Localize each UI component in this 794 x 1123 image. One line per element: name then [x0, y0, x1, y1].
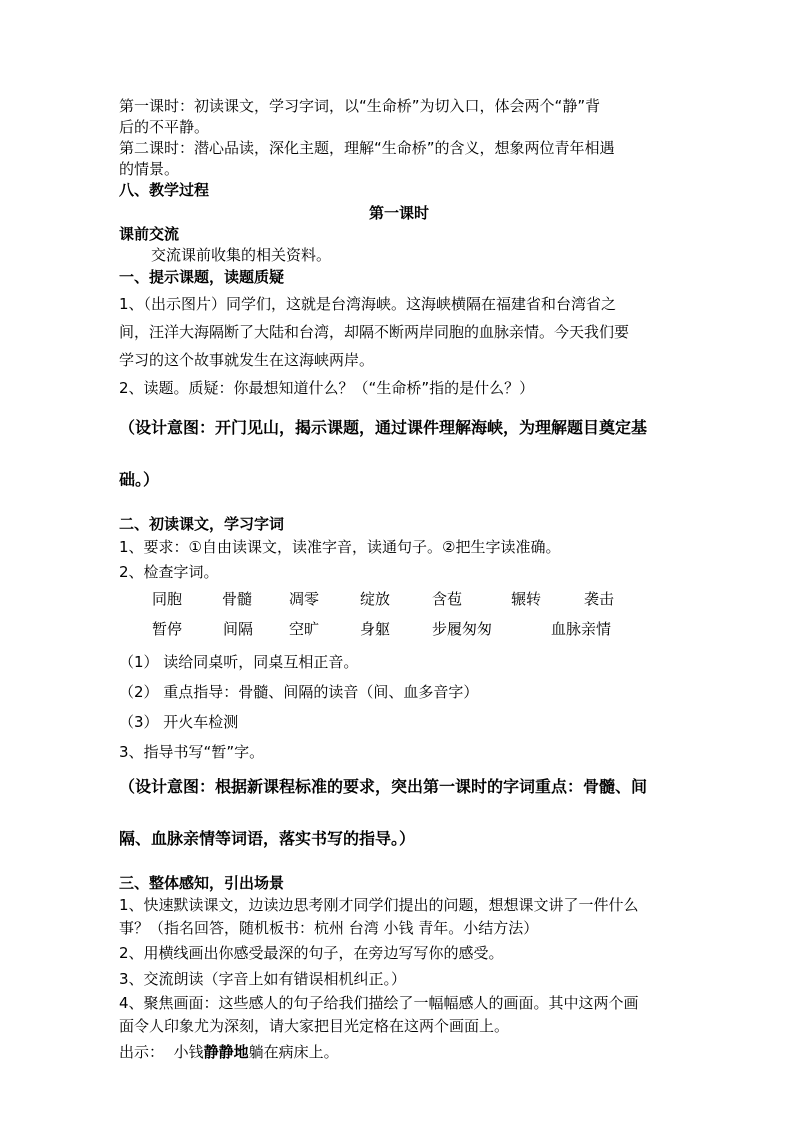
word: 辗转 [511, 590, 542, 608]
word: 凋零 [289, 590, 320, 608]
document-page [119, 96, 679, 1066]
part1-item1-line1: 1、（出示图片）同学们，这就是台湾海峡。这海峡横隔在福建省和台湾省之 [119, 295, 617, 313]
word: 绽放 [360, 590, 391, 608]
lesson1-line1: 第一课时：初读课文，学习字词，以“生命桥”为切入口，体会两个“静”背 [119, 97, 601, 115]
part2-sub-item-3: （3） 开火车检测 [119, 713, 239, 731]
part2-sub-item-1: （1） 读给同桌听，同桌互相正音。 [119, 653, 359, 671]
word: 空旷 [289, 620, 320, 638]
part2-sub-item-2: （2） 重点指导：骨髓、间隔的读音（间、血多音字） [119, 683, 479, 701]
part1-heading: 一、提示课题，读题质疑 [119, 268, 285, 286]
part3-item1-line2: 事？（指名回答，随机板书：杭州 台湾 小钱 青年。小结方法） [119, 919, 539, 937]
words-row-2 [119, 615, 679, 645]
part2-heading: 二、初读课文，学习字词 [119, 515, 285, 533]
part2-item2: 2、检查字词。 [119, 563, 219, 581]
part3-show-line [119, 1038, 679, 1066]
part1-design-intent-line2: 础。） [119, 470, 160, 489]
part1-item2: 2、读题。质疑：你最想知道什么？（“生命桥”指的是什么？） [119, 379, 535, 397]
section8-heading: 八、教学过程 [119, 181, 210, 199]
part3-item1-line1: 1、快速默读课文，边读边思考刚才同学们提出的问题，想想课文讲了一件什么 [119, 896, 639, 914]
word: 同胞 [152, 590, 183, 608]
pre-class-heading: 课前交流 [119, 225, 180, 243]
part1-item1-line2: 间，汪洋大海隔断了大陆和台湾，却隔不断两岸同胞的血脉亲情。今天我们要 [119, 323, 630, 341]
part1-item1-line3: 学习的这个故事就发生在这海峡两岸。 [119, 351, 375, 369]
part2-item1: 1、要求：①自由读课文，读准字音，读通句子。②把生字读准确。 [119, 538, 561, 556]
lesson1-line2: 后的不平静。 [119, 118, 210, 136]
lesson-title: 第一课时 [368, 204, 429, 222]
lesson2-line1: 第二课时：潜心品读，深化主题，理解“生命桥”的含义，想象两位青年相遇 [119, 139, 615, 157]
show-text-post: 躺在病床上。 [248, 1043, 339, 1061]
show-text-pre: 小钱 [173, 1043, 204, 1061]
pre-class-text: 交流课前收集的相关资料。 [151, 246, 332, 264]
lesson2-line2: 的情景。 [119, 160, 180, 178]
part3-item4-line2: 面令人印象尤为深刻，请大家把目光定格在这两个画面上。 [119, 1017, 510, 1035]
word: 暂停 [152, 620, 183, 638]
word: 步履匆匆 [432, 620, 493, 638]
show-label: 出示： [119, 1043, 165, 1061]
word: 血脉亲情 [551, 620, 612, 638]
part2-item3: 3、指导书写“暂”字。 [119, 743, 265, 761]
part1-design-intent-line1: （设计意图：开门见山，揭示课题，通过课件理解海峡，为理解题目奠定基 [119, 418, 648, 437]
words-row-1 [119, 585, 679, 615]
word: 含苞 [432, 590, 463, 608]
part3-item4-line1: 4、聚焦画面：这些感人的句子给我们描绘了一幅幅感人的画面。其中这两个画 [119, 994, 639, 1012]
part3-heading: 三、整体感知，引出场景 [119, 874, 285, 892]
part3-item2: 2、用横线画出你感受最深的句子，在旁边写写你的感受。 [119, 944, 504, 962]
word: 袭击 [584, 590, 615, 608]
word: 身躯 [360, 620, 391, 638]
part2-design-intent-line2: 隔、血脉亲情等词语，落实书写的指导。） [119, 829, 416, 848]
word: 骨髓 [222, 590, 253, 608]
part3-item3: 3、交流朗读（字音上如有错误相机纠正。） [119, 970, 407, 988]
word: 间隔 [223, 620, 254, 638]
part2-design-intent-line1: （设计意图：根据新课程标准的要求，突出第一课时的字词重点：骨髓、间 [119, 777, 648, 796]
show-text-emphasis: 静静地 [203, 1043, 249, 1061]
